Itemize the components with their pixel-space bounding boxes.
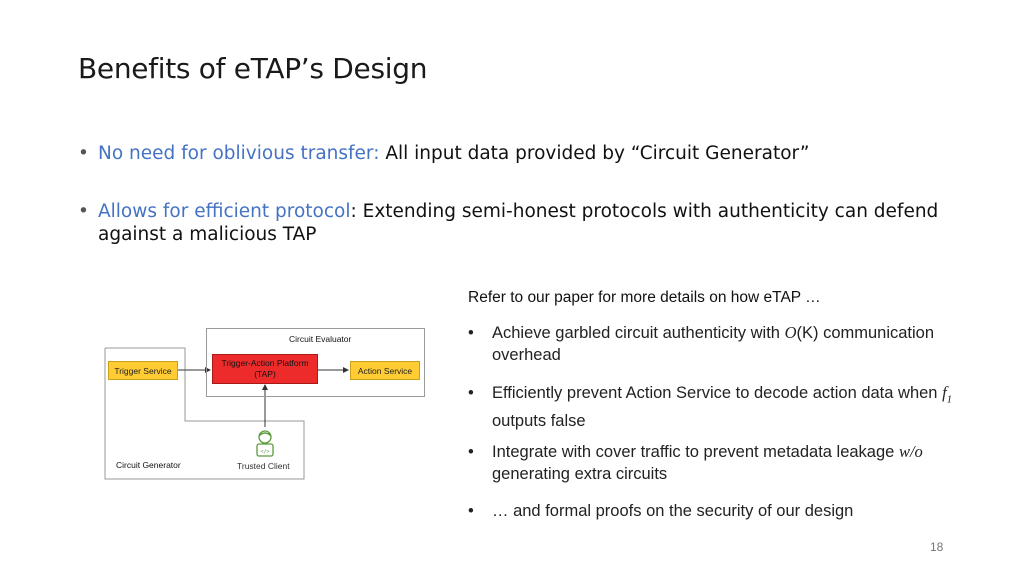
tap-label-line1: Trigger-Action Platform (221, 358, 309, 368)
bullet-dot: • (468, 324, 474, 342)
detail-item (468, 322, 988, 366)
bullet-dot: • (468, 384, 474, 402)
bullet-dot: • (468, 443, 474, 461)
detail-text: … and formal proofs on the security of our design (492, 502, 854, 520)
bullet-dot: • (468, 502, 474, 520)
svg-text:</>: </> (260, 449, 270, 455)
math-symbol: O (784, 323, 797, 342)
bullet-text: All input data provided by “Circuit Generator” (379, 143, 810, 164)
bullet-item (78, 200, 978, 246)
bullet-dot: • (78, 143, 89, 164)
slide-title: Benefits of eTAP’s Design (78, 52, 428, 85)
circuit-evaluator-label: Circuit Evaluator (289, 334, 352, 344)
bullet-item (78, 142, 978, 165)
tap-box (212, 354, 318, 384)
detail-item (468, 500, 988, 522)
main-bullets (78, 142, 978, 246)
bullet-highlight: No need for oblivious transfer: (98, 143, 380, 164)
detail-text: Integrate with cover traffic to prevent metadata leakage (492, 443, 899, 461)
detail-text: Achieve garbled circuit authenticity with (492, 324, 785, 342)
detail-item (468, 382, 988, 432)
trusted-client-label: Trusted Client (237, 461, 290, 471)
math-subscript: 1 (946, 393, 953, 406)
trusted-client-icon (257, 431, 273, 456)
trigger-service-box: Trigger Service (108, 361, 178, 380)
detail-item (468, 441, 988, 485)
detail-text: generating extra circuits (492, 465, 668, 483)
page-number: 18 (930, 540, 944, 554)
italic-text: w/o (898, 442, 923, 461)
bullet-dot: • (78, 201, 89, 222)
bullet-highlight: Allows for efficient protocol (98, 201, 351, 222)
detail-text: outputs false (492, 412, 586, 431)
detail-text: (K) communication overhead (492, 324, 935, 364)
etap-architecture-diagram (104, 327, 434, 482)
bullet-text: : Extending semi-honest protocols with authenticity can defend against a malicious TAP (98, 201, 939, 245)
refer-text: Refer to our paper for more details on how eTAP … (468, 289, 821, 306)
math-symbol: f (942, 383, 947, 402)
circuit-generator-label: Circuit Generator (116, 460, 181, 470)
detail-text: Efficiently prevent Action Service to decode action data when (492, 384, 943, 402)
tap-label-line2: (TAP) (254, 369, 276, 379)
action-service-box: Action Service (350, 361, 420, 380)
